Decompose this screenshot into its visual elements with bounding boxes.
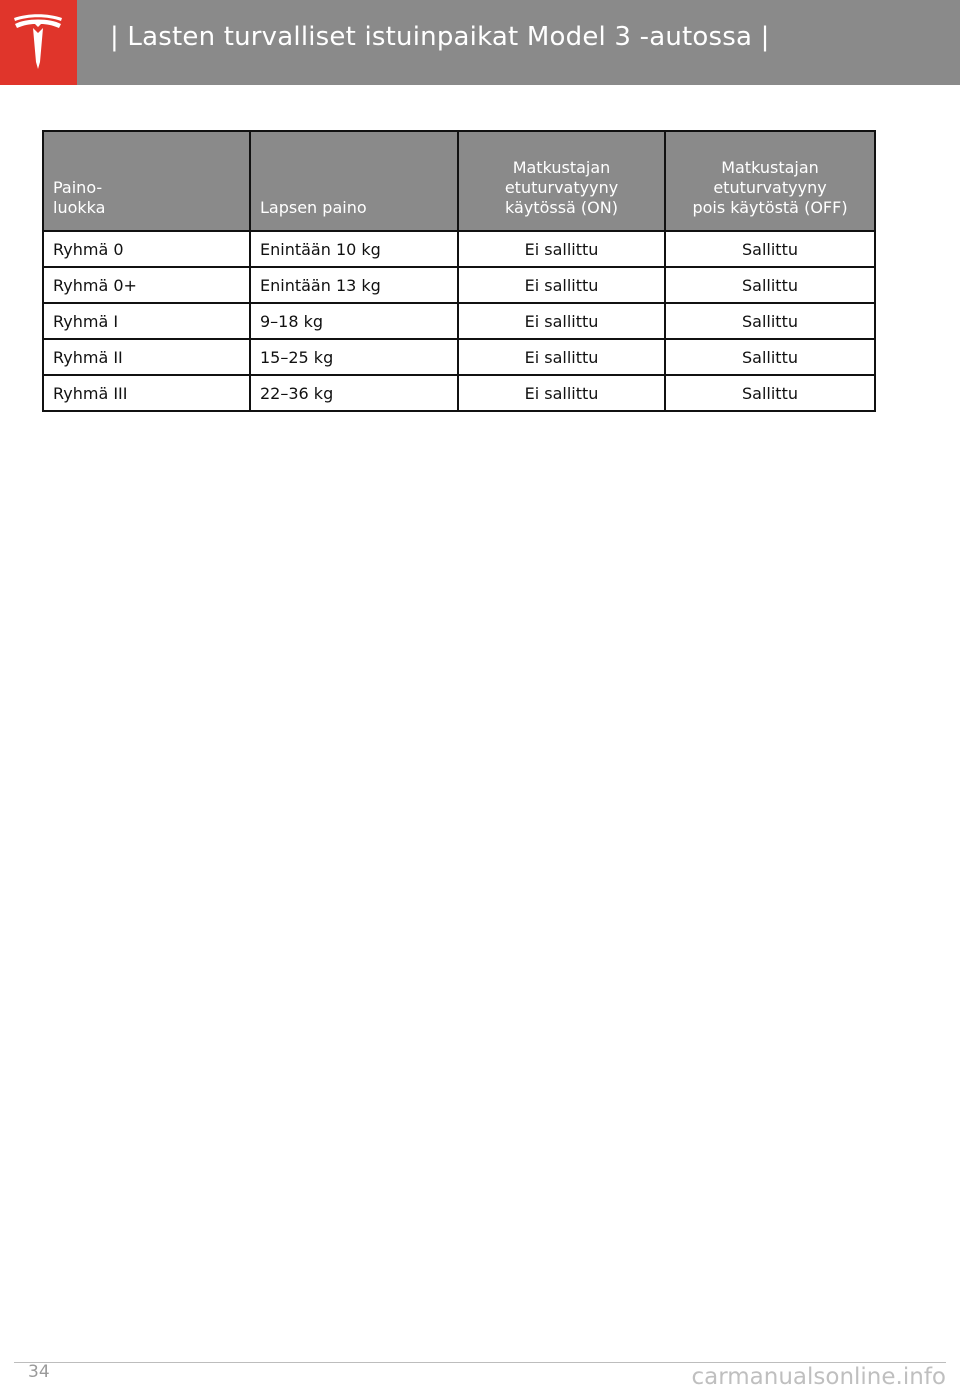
table-row [43, 267, 875, 303]
column-header-airbag-off: Matkustajan etuturvatyyny pois käytöstä (OFF) [665, 131, 875, 231]
table-row [43, 375, 875, 411]
table-cell-airbag-off: Sallittu [665, 303, 875, 339]
table-cell-airbag-off: Sallittu [665, 267, 875, 303]
column-header-child-weight: Lapsen paino [250, 131, 458, 231]
table-row [43, 231, 875, 267]
column-header-airbag-on: Matkustajan etuturvatyyny käytössä (ON) [458, 131, 665, 231]
child-seat-table [42, 130, 876, 412]
table-cell-weight: 9–18 kg [250, 303, 458, 339]
table-cell-weight: 22–36 kg [250, 375, 458, 411]
table-cell-airbag-off: Sallittu [665, 339, 875, 375]
table-cell-airbag-on: Ei sallittu [458, 231, 665, 267]
table-cell-weight: Enintään 10 kg [250, 231, 458, 267]
table-header-row [43, 131, 875, 231]
table-cell-group: Ryhmä 0+ [43, 267, 250, 303]
table-cell-airbag-off: Sallittu [665, 231, 875, 267]
table-cell-group: Ryhmä II [43, 339, 250, 375]
table-row [43, 339, 875, 375]
page-header [0, 0, 960, 85]
table-cell-weight: 15–25 kg [250, 339, 458, 375]
footer-divider [14, 1362, 946, 1363]
logo-box [0, 0, 77, 85]
table-cell-airbag-on: Ei sallittu [458, 267, 665, 303]
column-header-weight-class: Paino- luokka [43, 131, 250, 231]
table-cell-airbag-off: Sallittu [665, 375, 875, 411]
table-cell-airbag-on: Ei sallittu [458, 303, 665, 339]
table-cell-airbag-on: Ei sallittu [458, 375, 665, 411]
page-number: 34 [28, 1362, 50, 1382]
table-cell-weight: Enintään 13 kg [250, 267, 458, 303]
table-cell-group: Ryhmä I [43, 303, 250, 339]
table-cell-airbag-on: Ei sallittu [458, 339, 665, 375]
table-cell-group: Ryhmä 0 [43, 231, 250, 267]
tesla-logo-icon [12, 14, 64, 72]
watermark: carmanualsonline.info [691, 1364, 946, 1390]
table-cell-group: Ryhmä III [43, 375, 250, 411]
table-row [43, 303, 875, 339]
page-title: | Lasten turvalliset istuinpaikat Model 3 -autossa | [110, 22, 770, 52]
